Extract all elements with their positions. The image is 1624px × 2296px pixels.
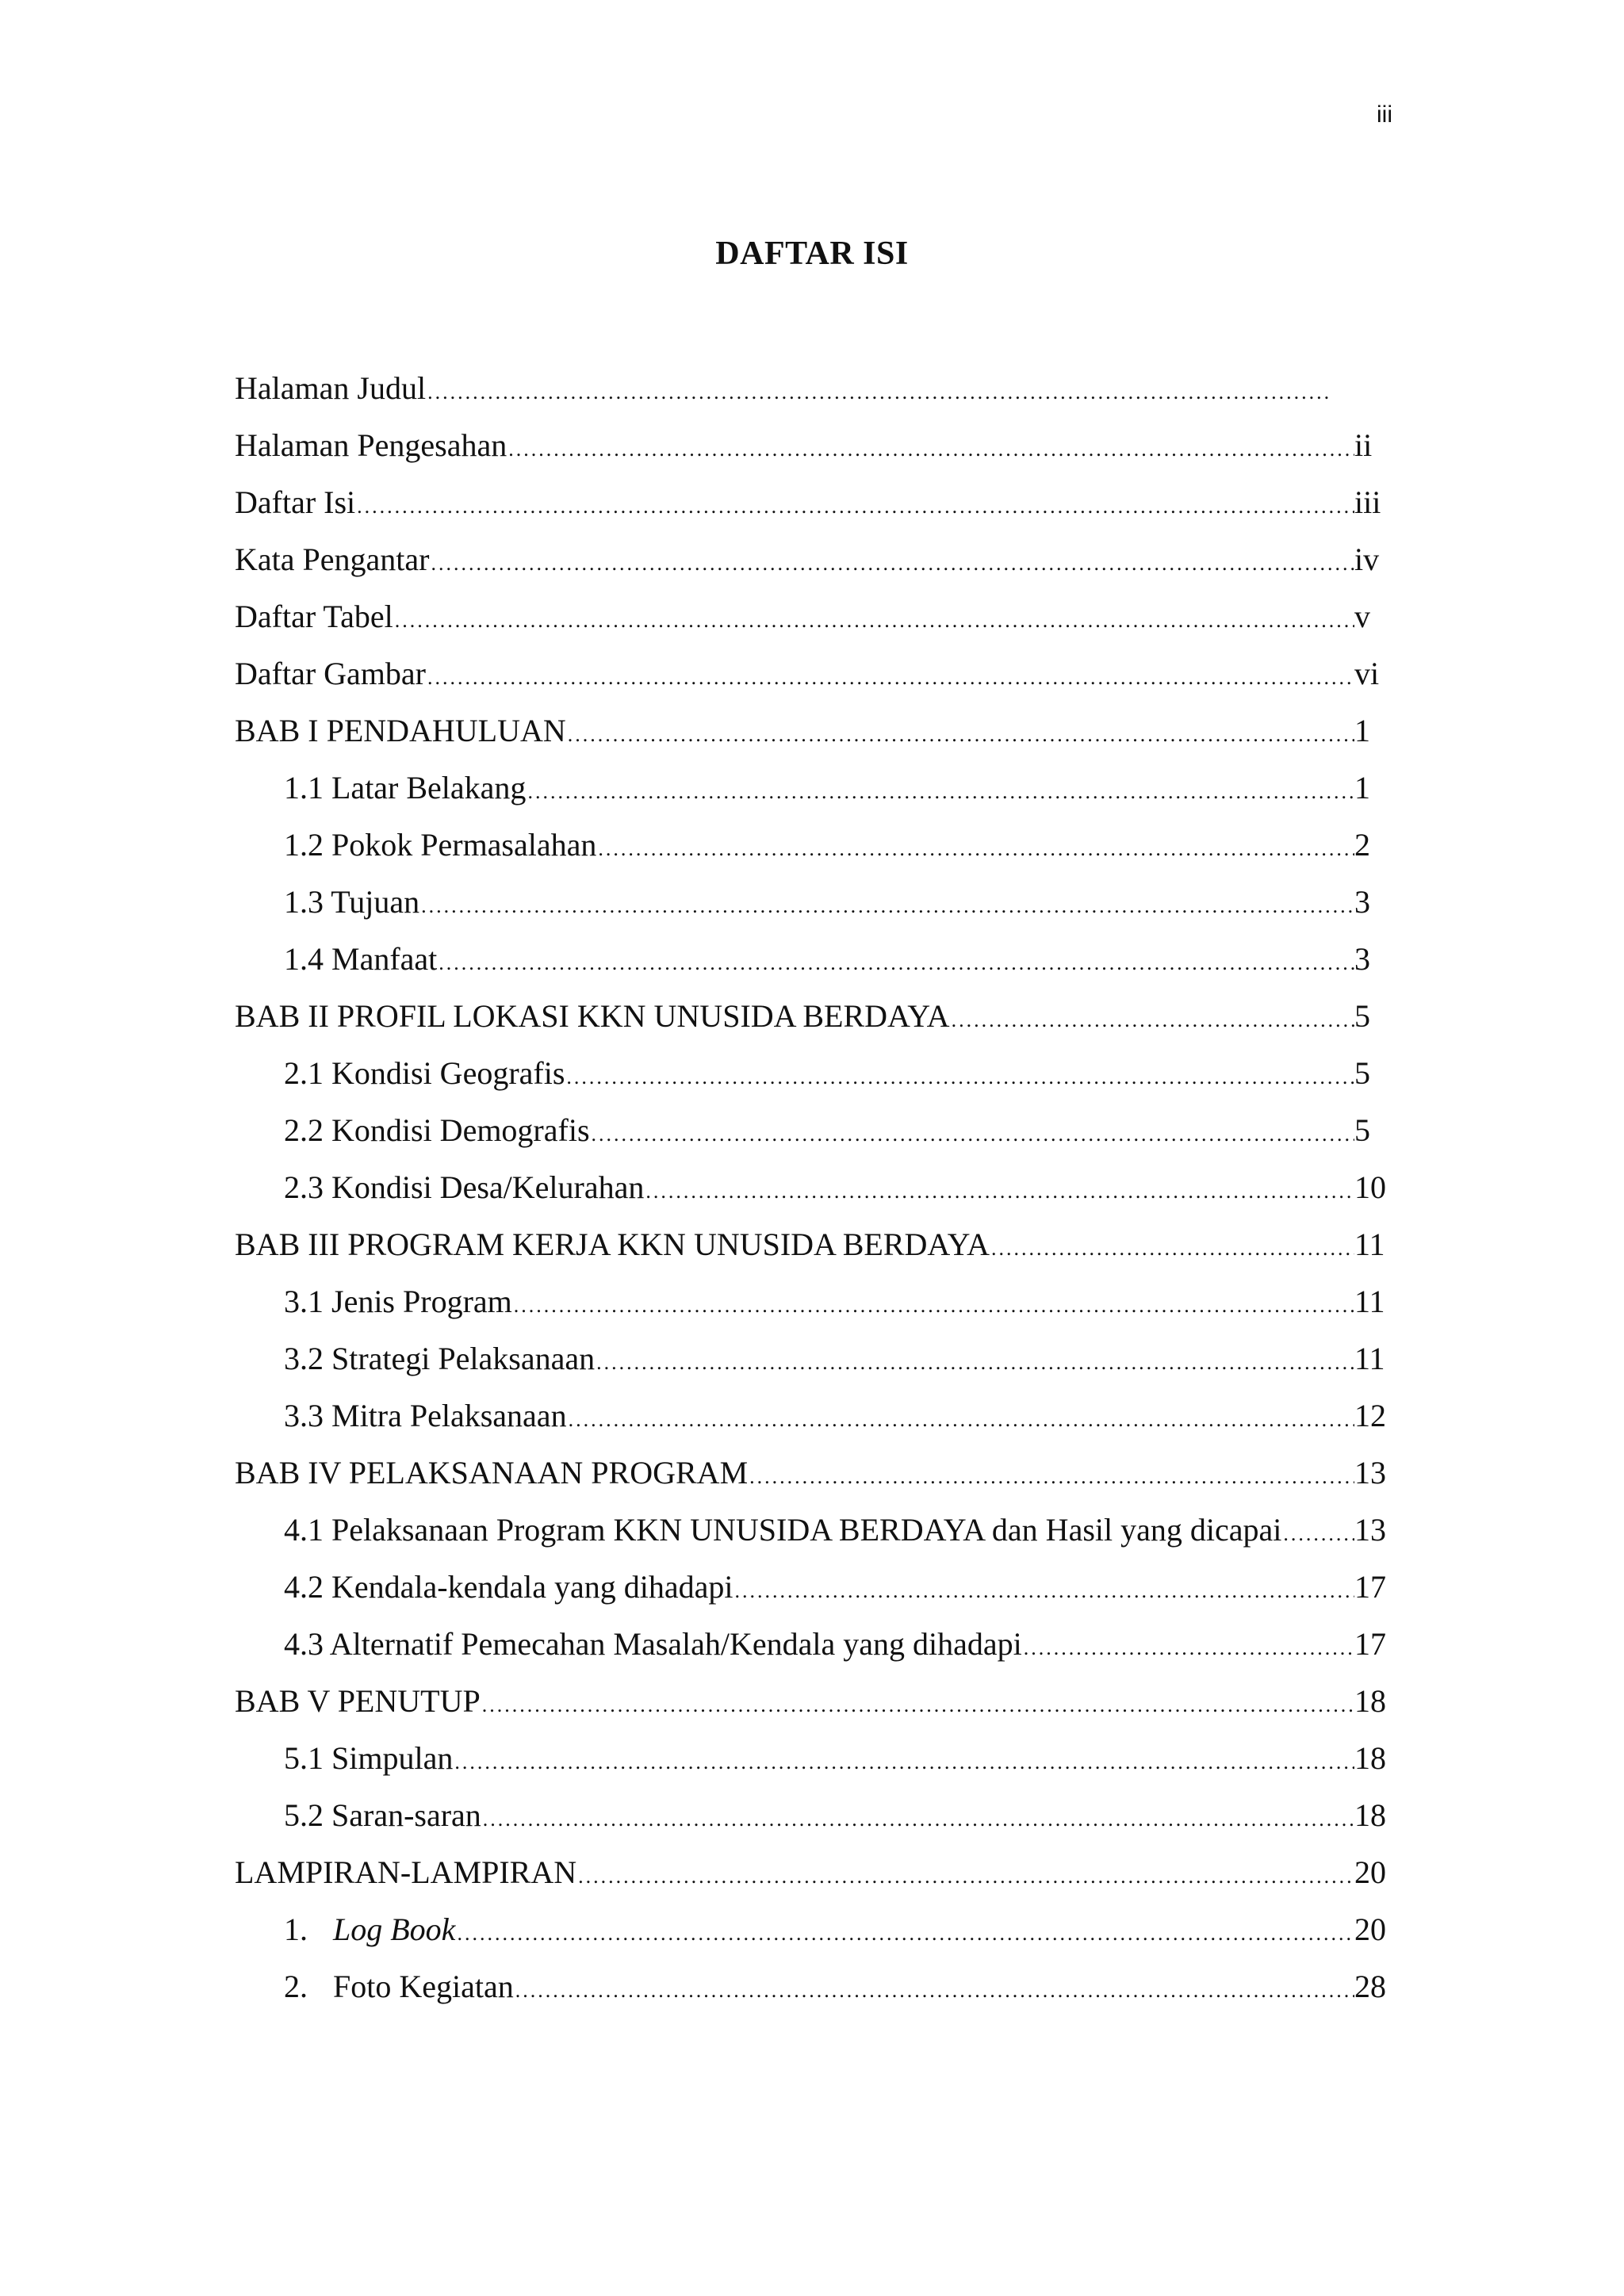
toc-entry-page: 17 — [1354, 1626, 1386, 1662]
toc-entry — [235, 480, 1388, 538]
dot-leader — [568, 713, 1354, 757]
dot-leader — [734, 1569, 1354, 1613]
toc-entry-page: 10 — [1354, 1169, 1386, 1205]
toc-entry-number: 1. — [284, 1911, 308, 1947]
toc-entry-text: Daftar Tabel — [235, 599, 393, 634]
toc-entry-label — [235, 709, 568, 753]
dot-leader — [431, 541, 1354, 586]
toc-entry-text: BAB III PROGRAM KERJA KKN UNUSIDA BERDAYA — [235, 1226, 990, 1262]
toc-entry-label — [235, 1679, 482, 1724]
toc-entry-page: 28 — [1354, 1969, 1386, 2004]
table-of-contents — [235, 366, 1388, 2022]
toc-entry-text: 1.3 Tujuan — [284, 884, 420, 920]
toc-entry — [235, 823, 1388, 880]
dot-leader — [457, 1911, 1354, 1956]
dot-leader — [514, 1284, 1354, 1328]
toc-entry-label — [235, 595, 395, 639]
toc-entry-text: Daftar Gambar — [235, 656, 426, 691]
toc-entry-label — [284, 823, 598, 867]
dot-leader — [566, 1055, 1354, 1100]
toc-entry — [235, 880, 1388, 937]
toc-entry — [235, 1679, 1388, 1736]
toc-entry-label — [235, 480, 357, 525]
toc-entry-text: 3.2 Strategi Pelaksanaan — [284, 1341, 596, 1376]
toc-entry — [235, 994, 1388, 1051]
toc-entry-text: BAB V PENUTUP — [235, 1683, 481, 1719]
dot-leader — [569, 1398, 1354, 1442]
toc-entry-label — [284, 937, 439, 982]
dot-leader — [527, 770, 1354, 814]
toc-entry — [235, 1165, 1388, 1223]
toc-entry — [235, 1908, 1388, 1965]
toc-entry — [235, 1108, 1388, 1165]
toc-entry — [235, 1223, 1388, 1280]
toc-entry-text: 4.3 Alternatif Pemecahan Masalah/Kendala yang dihadapi — [284, 1626, 1022, 1662]
dot-leader — [427, 656, 1354, 700]
dot-leader — [596, 1341, 1354, 1385]
toc-entry-text: 5.2 Saran-saran — [284, 1797, 481, 1833]
dot-leader — [578, 1854, 1354, 1899]
toc-entry-label — [284, 1908, 457, 1952]
dot-leader — [421, 884, 1354, 928]
toc-entry — [235, 1508, 1388, 1565]
toc-entry-page: 11 — [1354, 1226, 1385, 1262]
toc-entry-number: 2. — [284, 1969, 308, 2004]
toc-entry-page: 18 — [1354, 1683, 1386, 1719]
toc-entry — [235, 1965, 1388, 2022]
toc-entry-page: v — [1354, 599, 1370, 634]
toc-entry — [235, 937, 1388, 994]
dot-leader — [1283, 1512, 1354, 1556]
toc-entry-label — [284, 1965, 515, 2009]
toc-entry — [235, 1565, 1388, 1622]
toc-entry-text: Foto Kegiatan — [333, 1969, 514, 2004]
dot-leader — [515, 1969, 1354, 2013]
toc-entry-page: iii — [1354, 484, 1381, 520]
toc-entry — [235, 366, 1388, 423]
toc-entry-text: Daftar Isi — [235, 484, 356, 520]
toc-entry-label — [284, 1508, 1283, 1552]
dot-leader — [592, 1112, 1354, 1157]
toc-entry — [235, 1337, 1388, 1394]
dot-leader — [952, 998, 1354, 1043]
toc-entry-text: Log Book — [333, 1911, 456, 1947]
toc-entry-label — [235, 366, 427, 411]
toc-entry-label — [284, 766, 527, 810]
toc-entry — [235, 1793, 1388, 1850]
dot-leader — [749, 1455, 1354, 1499]
dot-leader — [645, 1169, 1354, 1214]
toc-entry-text: BAB IV PELAKSANAAN PROGRAM — [235, 1455, 749, 1490]
toc-entry-page: 2 — [1354, 827, 1370, 863]
dot-leader — [395, 599, 1354, 643]
toc-entry-page: 3 — [1354, 941, 1370, 977]
page-title: DAFTAR ISI — [715, 235, 909, 272]
toc-entry-page: 20 — [1354, 1854, 1386, 1890]
toc-entry-page: 1 — [1354, 713, 1370, 748]
page-number: iii — [1377, 101, 1392, 128]
toc-entry — [235, 1622, 1388, 1679]
dot-leader — [598, 827, 1354, 871]
toc-entry-text: Kata Pengantar — [235, 541, 430, 577]
toc-entry-label — [235, 538, 431, 582]
toc-entry-page: 13 — [1354, 1455, 1386, 1490]
toc-entry-label — [284, 1165, 645, 1210]
dot-leader — [439, 941, 1354, 985]
toc-entry-page: 5 — [1354, 1055, 1370, 1091]
toc-entry-text: 1.1 Latar Belakang — [284, 770, 527, 806]
toc-entry-page: 5 — [1354, 998, 1370, 1034]
toc-entry-label — [235, 652, 427, 696]
toc-entry-text: 3.3 Mitra Pelaksanaan — [284, 1398, 567, 1433]
toc-entry-page: 11 — [1354, 1284, 1385, 1319]
toc-entry-page: 13 — [1354, 1512, 1386, 1548]
toc-entry-label — [235, 1451, 749, 1495]
toc-entry-page: ii — [1354, 427, 1373, 463]
toc-entry — [235, 595, 1388, 652]
toc-entry-label — [235, 1850, 578, 1895]
toc-entry-text: 2.2 Kondisi Demografis — [284, 1112, 590, 1148]
toc-entry-label — [235, 1223, 991, 1267]
toc-entry-label — [284, 1280, 514, 1324]
toc-entry — [235, 652, 1388, 709]
dot-leader — [483, 1797, 1354, 1842]
toc-entry-text: BAB II PROFIL LOKASI KKN UNUSIDA BERDAYA — [235, 998, 950, 1034]
toc-entry-label — [284, 1565, 734, 1609]
toc-entry — [235, 1280, 1388, 1337]
toc-entry-label — [284, 1337, 596, 1381]
dot-leader — [454, 1740, 1354, 1785]
dot-leader — [427, 370, 1331, 415]
toc-entry-text: 1.4 Manfaat — [284, 941, 438, 977]
toc-entry-text: 2.1 Kondisi Geografis — [284, 1055, 565, 1091]
toc-entry-label — [284, 1622, 1024, 1667]
dot-leader — [508, 427, 1354, 472]
toc-entry-text: LAMPIRAN-LAMPIRAN — [235, 1854, 577, 1890]
toc-entry-text: 1.2 Pokok Permasalahan — [284, 827, 597, 863]
toc-entry-label — [284, 1793, 483, 1838]
dot-leader — [482, 1683, 1354, 1728]
toc-entry-text: BAB I PENDAHULUAN — [235, 713, 566, 748]
toc-entry-label — [284, 1394, 569, 1438]
toc-entry-label — [284, 1108, 592, 1153]
toc-entry-page: 18 — [1354, 1797, 1386, 1833]
toc-entry — [235, 1051, 1388, 1108]
toc-entry-page: 20 — [1354, 1911, 1386, 1947]
toc-entry-label — [284, 880, 421, 924]
toc-entry-label — [235, 994, 952, 1039]
toc-entry-text: 3.1 Jenis Program — [284, 1284, 512, 1319]
toc-entry-page: 11 — [1354, 1341, 1385, 1376]
toc-entry — [235, 1394, 1388, 1451]
toc-entry-page: 17 — [1354, 1569, 1386, 1605]
toc-entry-page: 18 — [1354, 1740, 1386, 1776]
toc-entry-text: Halaman Judul — [235, 370, 427, 406]
toc-entry — [235, 709, 1388, 766]
toc-entry-label — [235, 423, 508, 468]
toc-entry-page: iv — [1354, 541, 1380, 577]
toc-entry — [235, 1451, 1388, 1508]
toc-entry-label — [284, 1736, 454, 1781]
toc-entry-text: 2.3 Kondisi Desa/Kelurahan — [284, 1169, 645, 1205]
toc-entry-text: 4.1 Pelaksanaan Program KKN UNUSIDA BERDAYA dan Hasil yang dicapai — [284, 1512, 1282, 1548]
toc-entry-page: 5 — [1354, 1112, 1370, 1148]
toc-entry — [235, 766, 1388, 823]
toc-entry — [235, 1850, 1388, 1908]
toc-entry-page: 1 — [1354, 770, 1370, 806]
toc-entry — [235, 423, 1388, 480]
toc-entry-text: 4.2 Kendala-kendala yang dihadapi — [284, 1569, 733, 1605]
toc-entry-label — [284, 1051, 566, 1096]
toc-entry-page: vi — [1354, 656, 1380, 691]
toc-entry — [235, 1736, 1388, 1793]
toc-entry — [235, 538, 1388, 595]
toc-entry-page: 3 — [1354, 884, 1370, 920]
toc-entry-page: 12 — [1354, 1398, 1386, 1433]
dot-leader — [991, 1226, 1354, 1271]
dot-leader — [357, 484, 1354, 529]
dot-leader — [1024, 1626, 1354, 1670]
toc-entry-text: Halaman Pengesahan — [235, 427, 508, 463]
toc-entry-text: 5.1 Simpulan — [284, 1740, 454, 1776]
